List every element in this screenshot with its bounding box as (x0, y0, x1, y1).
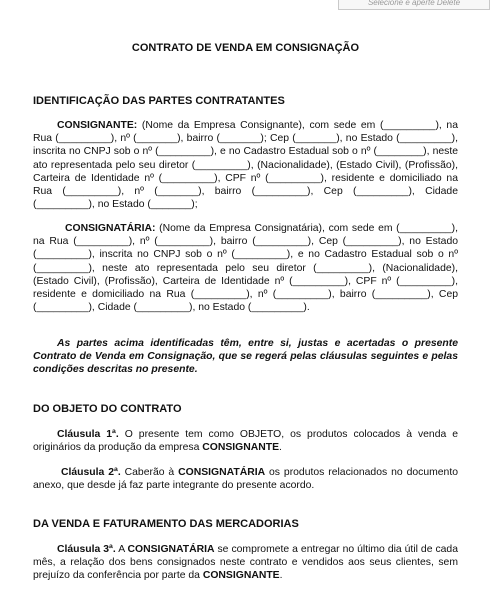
paragraph-intro: As partes acima identificadas têm, entre si, justas e acertadas o presente Contrato de Venda em Consignação, que se regerá pelas cláusulas seguintes e pelas condições descritas no presente. (33, 338, 458, 376)
selection-hint: Selecione e aperte Delete (338, 0, 490, 10)
clause-3-text: A (115, 544, 128, 555)
document-title: CONTRATO DE VENDA EM CONSIGNAÇÃO (131, 42, 360, 54)
clause-1-party: CONSIGNANTE (202, 442, 280, 454)
clause-3-party-2: CONSIGNANTE (202, 570, 280, 582)
clause-1-end: . (279, 442, 282, 454)
clause-1-text: O presente tem como OBJETO, os produtos colocados à venda e originários da produção da empresa (33, 429, 458, 454)
clause-3-rest: se compromete a entregar no último dia útil de cada mês, a relação dos bens consignados neste contrato e vendidos aos seus clientes, sem prejuízo da conferência por parte da (33, 544, 458, 582)
clause-3-end: . (279, 570, 283, 582)
paragraph-clause-1 (33, 428, 458, 454)
consignataria-text: (Nome da Empresa Consignatária), com sede em (_________), na Rua (_________), nº (_________), bairro (_________), Cep (_________), no Estado (_________), inscrita no CNPJ sob o nº (_________), e no Cadastro Estadual sob o nº (_________), neste ato representada pelo seu diretor (_________), (Nacionalidade), (Estado Civil), (Profissão), Carteira de Identidade nº (_________), CPF nº (_________), residente e domiciliado na Rua (_________), nº (_________), bairro (_________), Cep (_________), Cidade (_________), no Estado (_________). (33, 223, 458, 314)
consignante-label: CONSIGNANTE: (57, 120, 138, 131)
section-heading-object: DO OBJETO DO CONTRATO (33, 403, 182, 415)
clause-2-party: CONSIGNATÁRIA (178, 467, 266, 478)
clause-3-label: Cláusula 3ª. (57, 544, 116, 555)
paragraph-consignataria (33, 222, 458, 314)
paragraph-clause-2 (33, 466, 458, 492)
clause-2-rest: os produtos relacionados no documento anexo, que desde já faz parte integrante do presente acordo. (33, 467, 458, 492)
paragraph-consignante (33, 119, 458, 211)
consignante-text: (Nome da Empresa Consignante), com sede em (_________), na Rua (_________), nº (_______), bairro (_______); Cep (_______), no Estado (_________), inscrita no CNPJ sob o nº (_________), e no Cadastro Estadual sob o nº (________), neste ato representada pelo seu diretor (_________), (Nacionalidade), (Estado Civil), (Profissão), Carteira de Identidade nº (_________), CPF nº (_________), residente e domiciliado na Rua (_________), nº (_______), bairro (_________), Cep (_________), Cidade (_________), no Estado (_______); (33, 120, 458, 211)
clause-2-text: Caberão à (120, 467, 179, 478)
consignataria-label: CONSIGNATÁRIA: (65, 223, 156, 234)
paragraph-clause-3 (33, 543, 458, 583)
clause-2-label: Cláusula 2ª. (61, 467, 121, 478)
clause-3-party: CONSIGNATÁRIA (127, 544, 215, 555)
clause-1-label: Cláusula 1ª. (57, 429, 119, 440)
section-heading-parties: IDENTIFICAÇÃO DAS PARTES CONTRATANTES (33, 95, 285, 107)
section-heading-sales: DA VENDA E FATURAMENTO DAS MERCADORIAS (33, 518, 299, 530)
